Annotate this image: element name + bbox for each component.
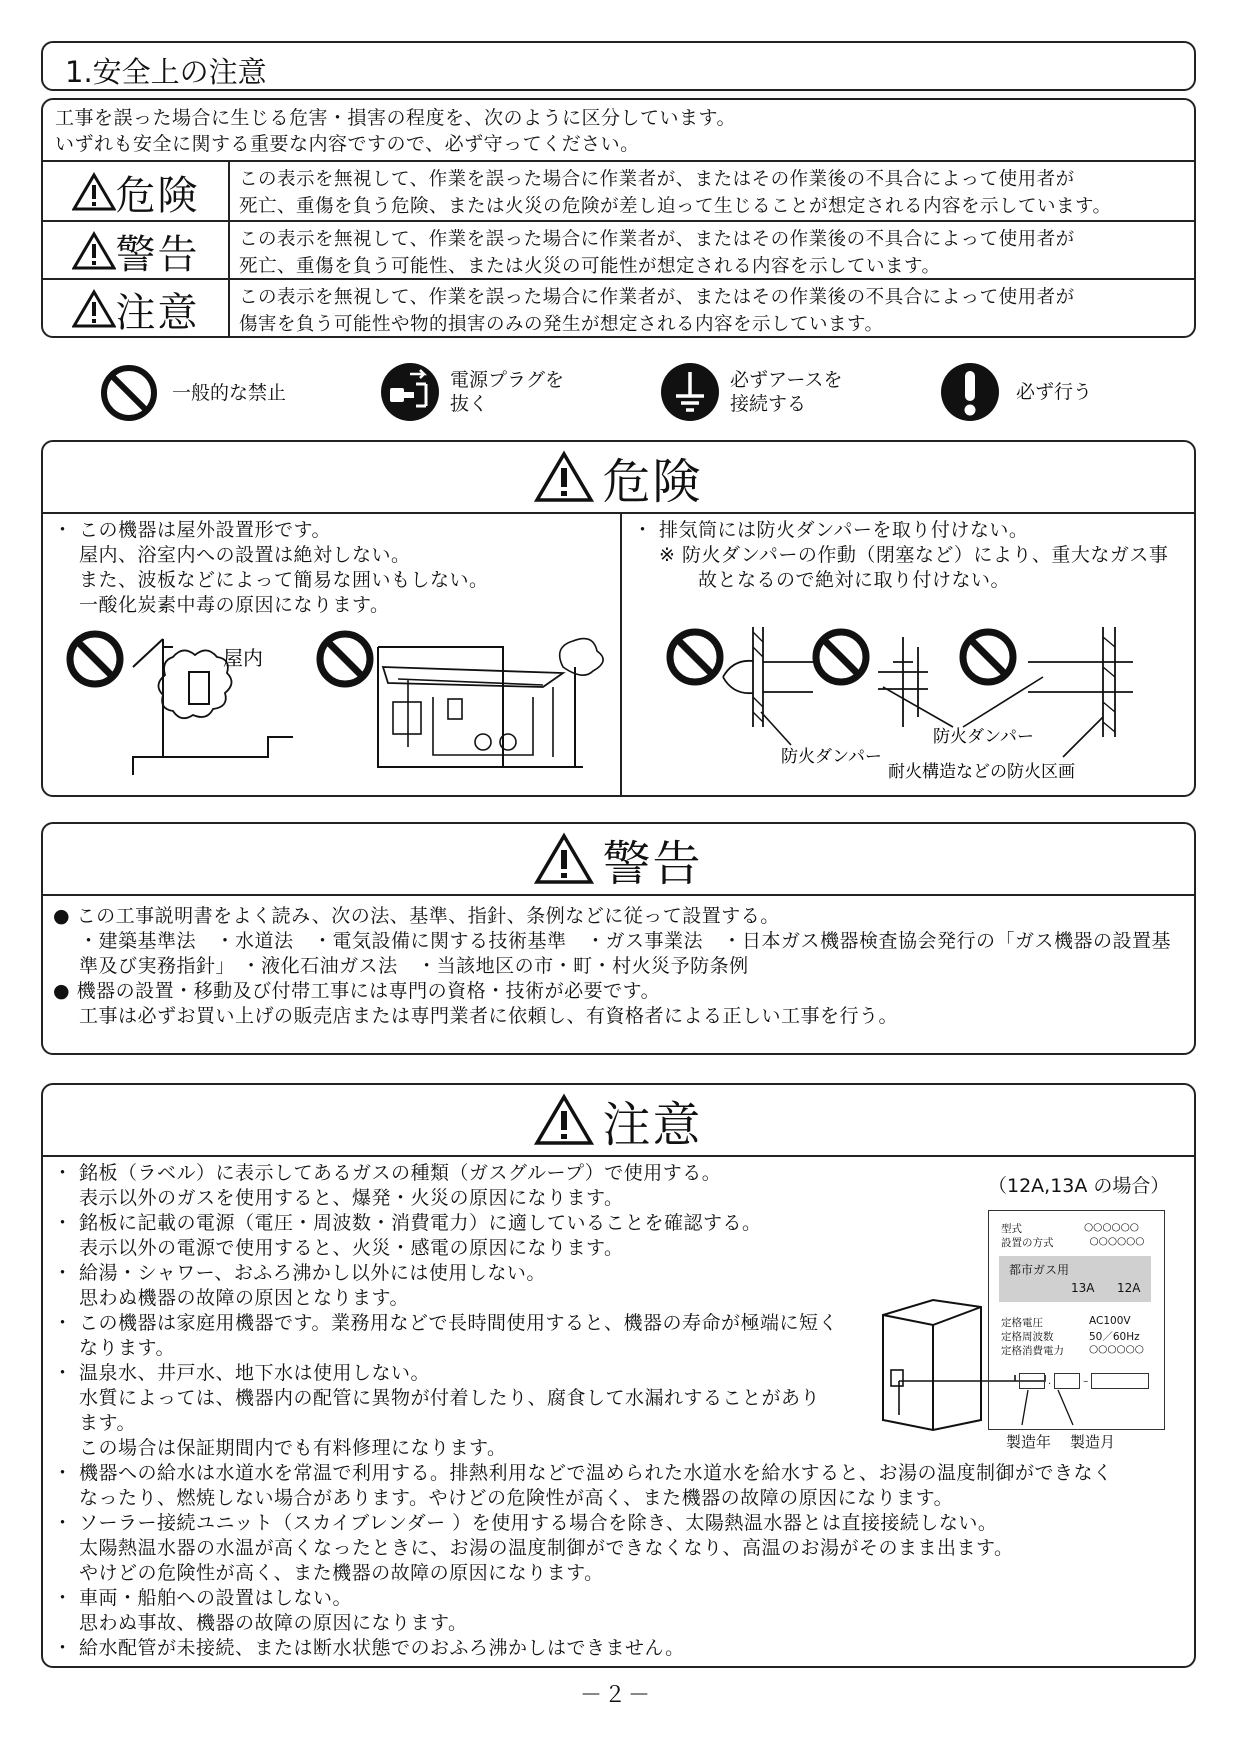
manufacture-year: 製造年 — [1006, 1433, 1052, 1451]
fire-compartment-label: 耐火構造などの防火区画 — [888, 762, 1075, 782]
warning-triangle-icon — [72, 289, 116, 329]
manufacture-month: 製造月 — [1070, 1433, 1116, 1451]
warning-text: ● この工事説明書をよく読み、次の法、基準、指針、条例などに従って設置する。 ・建築基準法 ・水道法 ・電気設備に関する技術基準 ・ガス事業法 ・日本ガス機器検査協会発行の「ガス機器の設置基 準及び実務指針」 ・液化石油ガス法 ・当該地区の市・町・村火災予防条例 ● 機器の設置・移動及び付帯工事には専門の資格・技術が必要です。 工事は必ずお買い上げの販売店または専門業者に依頼し、有資格者による正しい工事を行う。 — [53, 905, 1172, 1027]
caution-text: ・ 銘板（ラベル）に表示してあるガスの種類（ガスグループ）で使用する。 表示以外のガスを使用すると、爆発・火災の原因になります。 ・ 銘板に記載の電源（電圧・周波数・消費電力）に適していることを確認する。 表示以外の電源で使用すると、火災・感電の原因になります。 ・ 給湯・シャワー、おふろ沸かし以外には使用しない。 思わぬ機器の故障の原因となります。 ・ この機器は家庭用機器です。業務用などで長時間使用すると、機器の寿命が極端に短く なります。 ・ 温泉水、井戸水、地下水は使用しない。 水質によっては、機器内の配管に異物が付着したり、腐食して水漏れすることがあり ます。 この場合は保証期間内でも有料修理になります。 ・ 機器への給水は水道水を常温で利用する。排熱利用などで温められた水道水を給水すると、お湯の温度制御ができなく なったり、燃焼しない場合があります。やけどの危険性が高く、また機器の故障の原因になります。 ・ ソーラー接続ユニット（スカイブレンダー ）を使用する場合を除き、太陽熱温水器とは直接接続しない。 太陽熱温水器の水温が高くなったときに、お湯の温度制御ができなくなり、高温のお湯がそのまま出ます。 やけどの危険性が高く、また機器の故障の原因になります。 ・ 車両・船舶への設置はしない。 思わぬ事故、機器の故障の原因になります。 ・ 給水配管が未接続、または断水状態でのおふろ沸かしはできません。 — [53, 1162, 1113, 1659]
legend-unplug: 電源プラグを 抜く — [380, 362, 564, 422]
symbol-legend — [100, 358, 1160, 428]
danger-section — [41, 440, 1196, 797]
level-text-danger-2: 死亡、重傷を負う危険、または火災の危険が差し迫って生じることが想定される内容を示しています。 — [239, 196, 1112, 217]
danger-title: 危険 — [602, 453, 703, 510]
section-title-box — [41, 41, 1196, 91]
level-row-danger — [43, 160, 1194, 222]
damper-label-1: 防火ダンパー — [781, 747, 882, 767]
indoor-label: 屋内 — [223, 646, 263, 670]
indoor-install-illustration — [63, 627, 308, 777]
hazard-level-table — [41, 98, 1196, 338]
warning-triangle-icon — [534, 450, 594, 504]
danger-left-text: ・ この機器は屋外設置形です。 屋内、浴室内への設置は絶対しない。 また、波板などによって簡易な囲いもしない。 一酸化炭素中毒の原因になります。 — [53, 519, 489, 616]
legend-mandatory: 必ず行う — [940, 362, 1092, 422]
fire-damper-illustration — [663, 617, 1163, 792]
legend-prohibition: 一般的な禁止 — [100, 364, 286, 422]
page-number: －２－ — [580, 1683, 653, 1708]
warning-header — [43, 824, 1194, 896]
level-row-warning — [43, 220, 1194, 280]
caution-title: 注意 — [602, 1096, 703, 1153]
level-text-warning-1: この表示を無視して、作業を誤った場合に作業者が、またはその作業後の不具合によって使用者が — [239, 229, 1075, 250]
danger-right-text: ・ 排気筒には防火ダンパーを取り付けない。 ※ 防火ダンパーの作動（閉塞など）により、重大なガス事 故となるので絶対に取り付けない。 — [633, 519, 1169, 591]
danger-header — [43, 442, 1194, 514]
warning-triangle-icon — [534, 832, 594, 886]
intro-line-1: 工事を誤った場合に生じる危害・損害の程度を、次のように区分しています。 — [55, 107, 736, 129]
date-pointer-lines — [1018, 1385, 1118, 1435]
prohibition-icon — [100, 364, 158, 422]
warning-triangle-icon — [72, 172, 116, 212]
enclosure-illustration — [313, 627, 613, 777]
unplug-icon — [380, 362, 440, 422]
warning-triangle-icon — [534, 1093, 594, 1147]
level-label-caution: 注意 — [43, 280, 230, 338]
rating-label: 型式 ○○○○○○ 設置の方式 ○○○○○○ 都市ガス用 13A 12A 定格電圧 AC100V 定格周波数 50／60Hz 定格消費電力 ○○○○○○ . – — [988, 1210, 1165, 1430]
warning-triangle-icon — [72, 231, 116, 271]
level-text-warning-2: 死亡、重傷を負う可能性、または火災の可能性が想定される内容を示しています。 — [239, 256, 941, 277]
level-text-danger-1: この表示を無視して、作業を誤った場合に作業者が、またはその作業後の不具合によって使用者が — [239, 169, 1075, 190]
level-text-caution-1: この表示を無視して、作業を誤った場合に作業者が、またはその作業後の不具合によって使用者が — [239, 287, 1075, 308]
date-boxes: . – — [1019, 1373, 1149, 1389]
section-title: 1.安全上の注意 — [65, 55, 267, 89]
gas-type-box: 都市ガス用 13A 12A — [999, 1256, 1151, 1302]
danger-divider — [620, 512, 622, 797]
level-row-caution — [43, 278, 1194, 338]
label-caption: （12A,13A の場合） — [988, 1175, 1170, 1197]
caution-header — [43, 1085, 1194, 1157]
warning-title: 警告 — [602, 835, 703, 892]
damper-label-2: 防火ダンパー — [933, 727, 1034, 747]
warning-section — [41, 822, 1196, 1055]
level-label-warning: 警告 — [43, 222, 230, 280]
intro-line-2: いずれも安全に関する重要な内容ですので、必ず守ってください。 — [55, 133, 640, 155]
ground-icon — [660, 362, 720, 422]
level-label-danger: 危険 — [43, 162, 230, 222]
level-text-caution-2: 傷害を負う可能性や物的損害のみの発生が想定される内容を示しています。 — [239, 314, 884, 335]
exclamation-icon — [940, 362, 1000, 422]
legend-ground: 必ずアースを 接続する — [660, 362, 842, 422]
caution-section — [41, 1083, 1196, 1668]
